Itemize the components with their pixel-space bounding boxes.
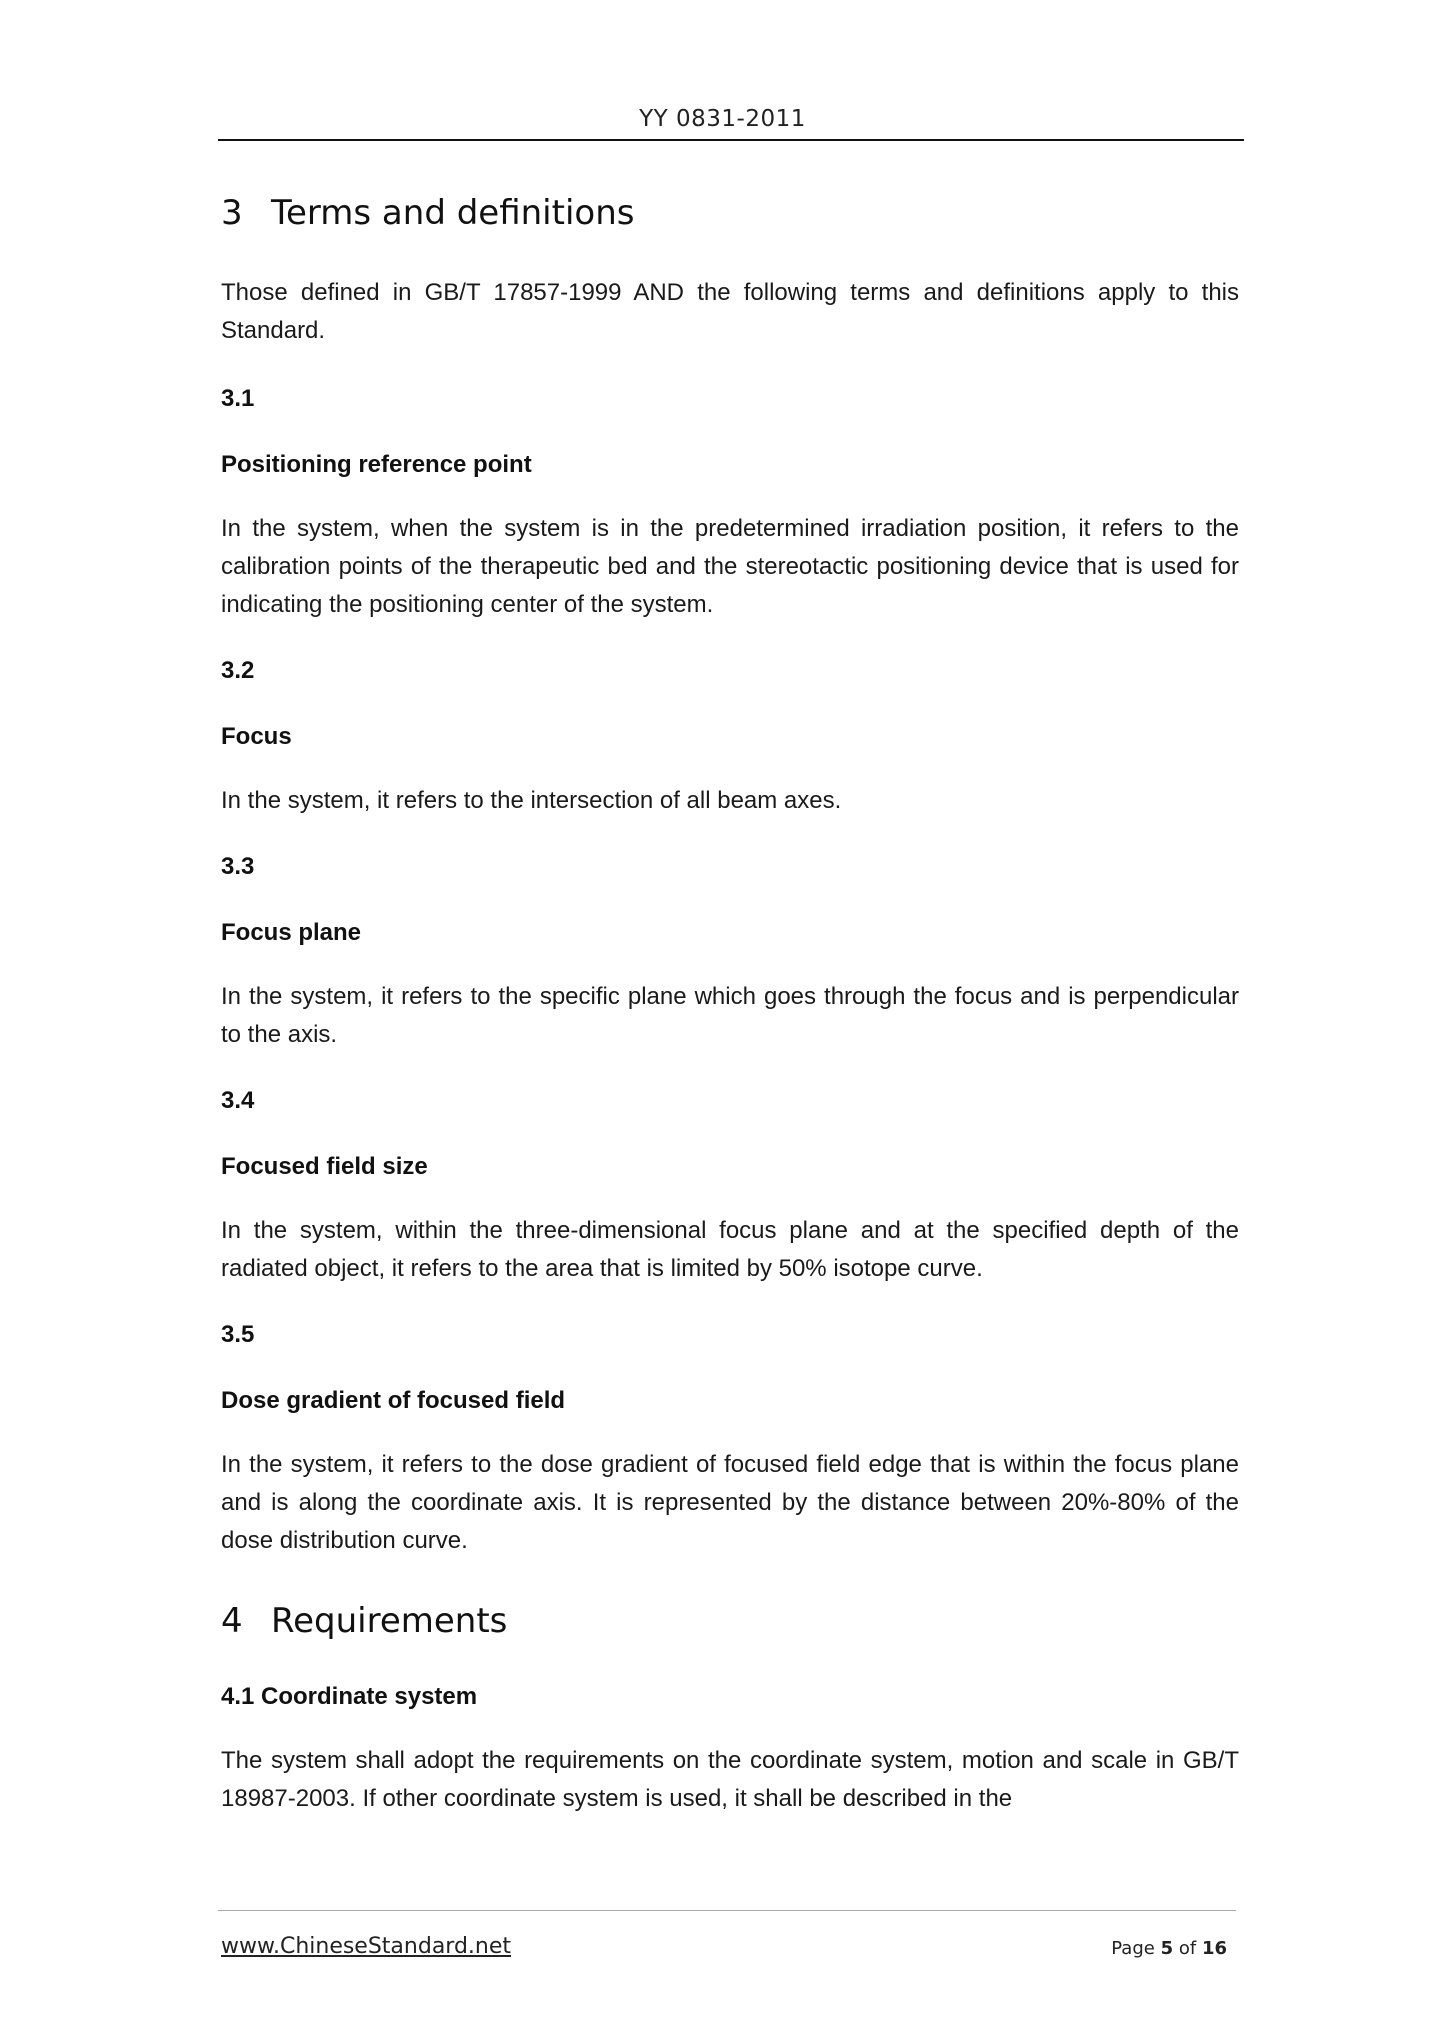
term-title: Focus [221, 723, 292, 750]
term-definition: In the system, when the system is in the predetermined irradiation position, it refers to the calibration points of the therapeutic bed and the stereotactic positioning device that is used for indicating the positioning center of the system. [221, 515, 1239, 618]
term-number: 3.5 [221, 1321, 255, 1348]
term-number: 3.4 [221, 1087, 255, 1114]
page-number [1111, 1938, 1227, 1959]
page-total: 16 [1201, 1938, 1227, 1959]
term-title: Focus plane [221, 919, 362, 946]
standard-code-header: YY 0831-2011 [639, 106, 806, 132]
subsection-4-1-title: 4.1 Coordinate system [221, 1683, 478, 1710]
footer-divider [218, 1910, 1236, 1911]
term-definition: In the system, it refers to the dose gradient of focused field edge that is within the focus plane and is along the coordinate axis. It is represented by the distance between 20%-80% of the dose distribution curve. [221, 1451, 1239, 1554]
term-number: 3.1 [221, 385, 255, 412]
term-title: Dose gradient of focused field [221, 1387, 566, 1414]
page-prefix: Page [1111, 1938, 1155, 1959]
term-number: 3.2 [221, 657, 255, 684]
page-content [221, 190, 1239, 1818]
subsection-4-1-text: The system shall adopt the requirements on the coordinate system, motion and scale in GB/T 18987-2003. If other coordinate system is used, it shall be described in the [221, 1747, 1239, 1812]
term-title: Positioning reference point [221, 451, 532, 478]
header-divider [218, 139, 1244, 141]
section-4-heading [221, 1598, 1239, 1644]
term-title: Focused field size [221, 1153, 428, 1180]
section-4-number: 4 [221, 1601, 243, 1641]
term-definition: In the system, it refers to the intersection of all beam axes. [221, 787, 842, 814]
page-current: 5 [1160, 1938, 1174, 1959]
section-4-title: Requirements [271, 1601, 508, 1641]
term-number: 3.3 [221, 853, 255, 880]
section-3-heading [221, 190, 1239, 236]
section-3-title: Terms and definitions [271, 193, 635, 233]
website-link[interactable]: www.ChineseStandard.net [221, 1934, 512, 1959]
term-definition: In the system, it refers to the specific plane which goes through the focus and is perpendicular to the axis. [221, 983, 1239, 1048]
term-definition: In the system, within the three-dimensional focus plane and at the specified depth of the radiated object, it refers to the area that is limited by 50% isotope curve. [221, 1217, 1239, 1282]
page-of: of [1178, 1938, 1197, 1959]
section-3-intro: Those defined in GB/T 17857-1999 AND the following terms and definitions apply to this Standard. [221, 279, 1239, 344]
section-3-number: 3 [221, 193, 243, 233]
